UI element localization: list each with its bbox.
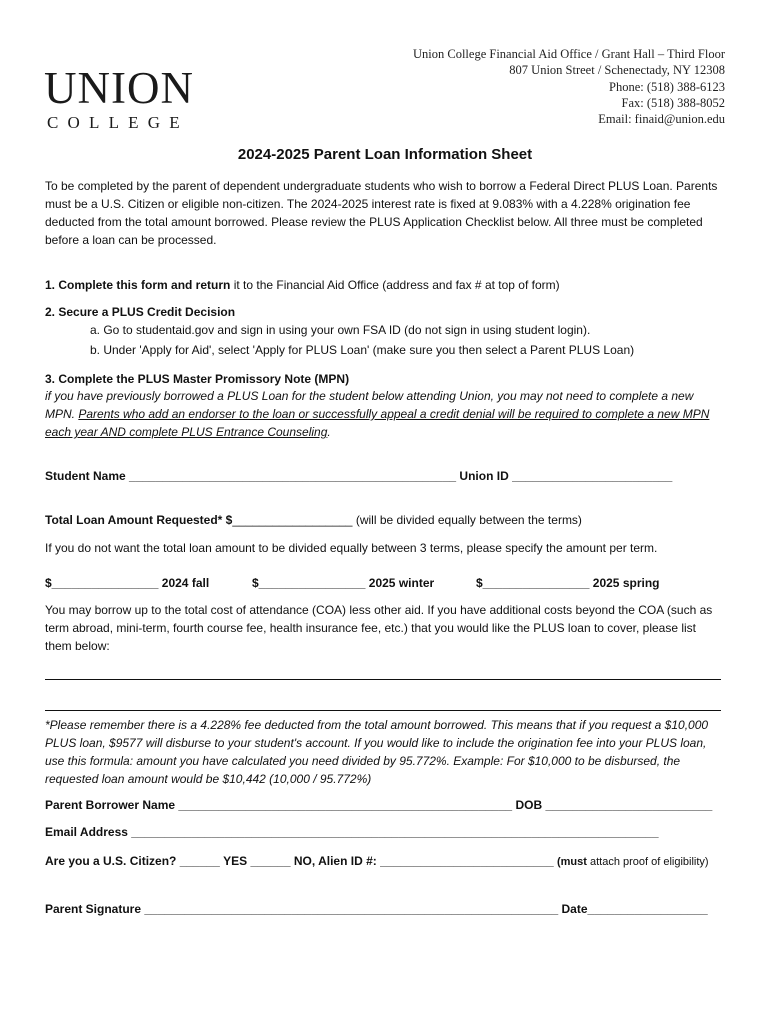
student-row	[45, 467, 725, 485]
signature-field[interactable]: ______________________________________________________________	[144, 902, 559, 916]
term-spring-field[interactable]: $________________ 2025 spring	[476, 576, 660, 590]
additional-costs-line-1[interactable]	[45, 679, 721, 680]
origination-fee-note: *Please remember there is a 4.228% fee deducted from the total amount borrowed. This means that if you request a $10,000 PLUS loan, $9577 will disburse to your student's account. If you would like to include the origination fee into your PLUS loan, use this formula: amount you have calculated you need divided by 95.772%. Example: For $10,000 to be disbursed, the requested loan amount would be $10,442 (10,000 / 95.772%)	[45, 718, 709, 786]
date-field[interactable]: __________________	[587, 902, 708, 916]
address-line: 807 Union Street / Schenectady, NY 12308	[509, 63, 725, 78]
coa-paragraph: You may borrow up to the total cost of attendance (COA) less other aid. If you have additional costs beyond the COA (such as term abroad, mini-term, fourth course fee, health insurance fee, etc.) that you would like the PLUS loan to cover, please list them below:	[45, 603, 713, 653]
term-fall-field[interactable]: $________________ 2024 fall	[45, 576, 210, 590]
step-1-heading: 1. Complete this form and return	[45, 278, 231, 292]
step-3-text	[45, 387, 725, 441]
additional-costs-line-2[interactable]	[45, 710, 721, 711]
step-3-italic-text: if you have previously borrowed a PLUS Loan for the student below attending Union, you may not need to complete a new MPN.	[45, 389, 694, 421]
logo-union-text: UNION	[44, 63, 194, 113]
parent-name-row	[45, 796, 725, 814]
step-1	[45, 276, 725, 294]
dob-field[interactable]: _________________________	[545, 798, 713, 812]
dob-label: DOB	[515, 798, 543, 812]
parent-name-field[interactable]: __________________________________________________	[178, 798, 513, 812]
fax-line: Fax: (518) 388-8052	[621, 95, 725, 110]
step-3-heading: 3. Complete the PLUS Master Promissory Note (MPN)	[45, 372, 350, 386]
parent-name-label: Parent Borrower Name	[45, 798, 176, 812]
loan-amount-row	[45, 511, 725, 529]
loan-amount-field[interactable]: __________________	[232, 513, 353, 527]
student-name-label: Student Name	[45, 469, 126, 483]
loan-amount-label: Total Loan Amount Requested* $	[45, 513, 233, 527]
union-id-label: Union ID	[459, 469, 509, 483]
union-id-field[interactable]: ________________________	[512, 469, 673, 483]
step-2-item-b: b. Under 'Apply for Aid', select 'Apply for PLUS Loan' (make sure you then select a Parent PLUS Loan)	[90, 343, 635, 357]
loan-amount-note: (will be divided equally between the terms)	[352, 513, 582, 527]
citizen-no-field[interactable]: ______	[250, 854, 291, 868]
attach-proof-rest: attach proof of eligibility)	[586, 856, 709, 868]
signature-row	[45, 900, 725, 918]
alien-id-field[interactable]: __________________________	[380, 854, 554, 868]
step-2-heading: 2. Secure a PLUS Credit Decision	[45, 305, 236, 319]
date-label: Date	[561, 902, 588, 916]
step-3-underlined-text: Parents who add an endorser to the loan or successfully appeal a credit denial will be required to complete a new MPN each year AND complete PLUS Entrance Counseling	[45, 407, 710, 439]
citizen-no-label: NO, Alien ID #:	[293, 854, 377, 868]
citizenship-row	[45, 852, 725, 871]
term-winter-field[interactable]: $________________ 2025 winter	[252, 576, 435, 590]
address-line: Union College Financial Aid Office / Grant Hall – Third Floor	[413, 47, 725, 61]
intro-paragraph: To be completed by the parent of dependent undergraduate students who wish to borrow a Federal Direct PLUS Loan. Parents must be a U.S. Citizen or eligible non-citizen. The 2024-2025 interest rate is fixed at 9.083% with a 4.228% origination fee deducted from the total amount borrowed. Please review the PLUS Application Checklist below. All three must be completed before a loan can be processed.	[45, 179, 718, 247]
terms-instruction: If you do not want the total loan amount to be divided equally between 3 terms, please specify the amount per term.	[45, 541, 658, 555]
office-address-block	[413, 46, 725, 127]
signature-label: Parent Signature	[45, 902, 142, 916]
step-1-text: it to the Financial Aid Office (address and fax # at top of form)	[230, 278, 560, 292]
attach-proof-bold: (must	[556, 856, 587, 868]
attach-proof-note	[557, 856, 709, 868]
phone-line: Phone: (518) 388-6123	[609, 79, 725, 94]
student-name-field[interactable]: _________________________________________________	[129, 469, 457, 483]
step-2-item-a: a. Go to studentaid.gov and sign in using your own FSA ID (do not sign in using student login).	[90, 323, 591, 337]
email-row	[45, 823, 725, 841]
citizen-yes-field[interactable]: ______	[179, 854, 220, 868]
email-field[interactable]: _______________________________________________________________________________	[131, 825, 659, 839]
step-3-end: .	[327, 425, 331, 439]
logo-college-text: COLLEGE	[47, 113, 189, 132]
email-label: Email Address	[45, 825, 128, 839]
email-line: Email: finaid@union.edu	[598, 112, 725, 127]
citizen-yes-label: YES	[223, 854, 248, 868]
citizen-question: Are you a U.S. Citizen?	[45, 854, 177, 868]
page-title: 2024-2025 Parent Loan Information Sheet	[237, 146, 533, 163]
